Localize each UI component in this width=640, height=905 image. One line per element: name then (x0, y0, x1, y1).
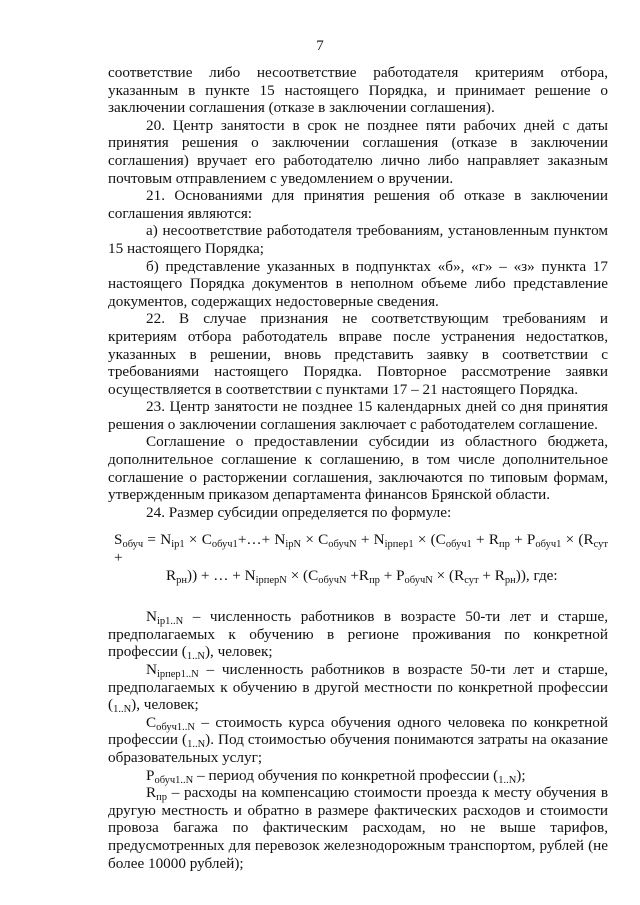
formula-line-2: $R_{рн}$)) + … + $N_{ipперN} \times (C_{обучN} +R_{пр} + P_{обучN} \times (R_{сут} + R_{рн}))$, где: (166, 566, 558, 586)
paragraph-21-b: б) представление указанных в подпунктах «б», «г» – «з» пункта 17 настоящего Порядка документов в неполном объеме либо представление документов, содержащих недостоверные сведения. (108, 257, 608, 310)
paragraph-23: 23. Центр занятости не позднее 15 календарных дней со дня принятия решения о заключении соглашения заключает с работодателем соглашение. (108, 398, 608, 433)
paragraph-continuation: соответствие либо несоответствие работодателя критериям отбора, указанным в пункте 15 настоящего Порядка, и принимает решение о заключении соглашения (отказе в заключении соглашения). (108, 64, 608, 117)
paragraph-20: 20. Центр занятости в срок не позднее пяти рабочих дней с даты принятия решения о заключении соглашения (отказе в заключении соглашения) вручает его работодателю лично либо направляет заказным почтовым отправлением с уведомлением о вручении. (108, 116, 608, 187)
document-body (108, 64, 608, 872)
definition-p-obuch: $P_{обуч1..N}$ – период обучения по конкретной профессии $(_{1..N})$; (146, 766, 526, 786)
subsidy-formula (108, 531, 608, 584)
page-number: 7 (316, 38, 324, 54)
formula-line-1: $S_{обуч} = N_{ip1}$ × $C_{обуч1}+\dots+ N_{ipN} \times C_{обучN} + N_{ipпер1} \times (C_{обуч1} + R_{пр} + P_{обуч1} \times (R_{сут}$ + (114, 531, 608, 567)
paragraph-21: 21. Основаниями для принятия решения об отказе в заключении соглашения являются: (108, 187, 608, 222)
definition-n-ip: $N_{ip1..N}$ – численность работников в возрасте 50-ти лет и старше, предполагаемых к обучению в регионе проживания по конкретной профессии $(_{1..N})$, человек; (108, 608, 608, 663)
definition-n-ipper: $N_{ipпер1..N}$ – численность работников в возрасте 50-ти лет и старше, предполагаемых к обучению в другой местности по конкретной профессии $(_{1..N})$, человек; (108, 661, 608, 716)
paragraph-21-a: а) несоответствие работодателя требованиям, установленным пунктом 15 настоящего Порядка; (108, 222, 608, 257)
definition-c-obuch: $C_{обуч1..N}$ – стоимость курса обучения одного человека по конкретной профессии $(_{1..N})$. Под стоимостью обучения понимаются затраты на оказание образовательных услуг; (108, 713, 608, 766)
paragraph-agreement: Соглашение о предоставлении субсидии из областного бюджета, дополнительное соглашение к соглашению, в том числе дополнительное соглашение о расторжении соглашения, заключаются по типовым формам, утвержденным приказом департамента финансов Брянской области. (108, 433, 608, 504)
paragraph-22: 22. В случае признания не соответствующим требованиям и критериям отбора работодатель вправе после устранения недостатков, указанных в решении, вновь представить заявку в соответствии с требованиями настоящего Порядка. Повторное рассмотрение заявки осуществляется в соответствии с пунктами 17 – 21 настоящего Порядка. (108, 310, 608, 398)
definition-r-pr: $R_{пр}$ – расходы на компенсацию стоимости проезда к месту обучения в другую местность и обратно в размере фактических расходов и стоимости провоза багажа по фактическим расходам, но не выше тарифов, предусмотренных для перевозок железнодорожным транспортом, рублей (не более 10000 рублей); (108, 784, 608, 872)
paragraph-24: 24. Размер субсидии определяется по формуле: (146, 503, 452, 521)
